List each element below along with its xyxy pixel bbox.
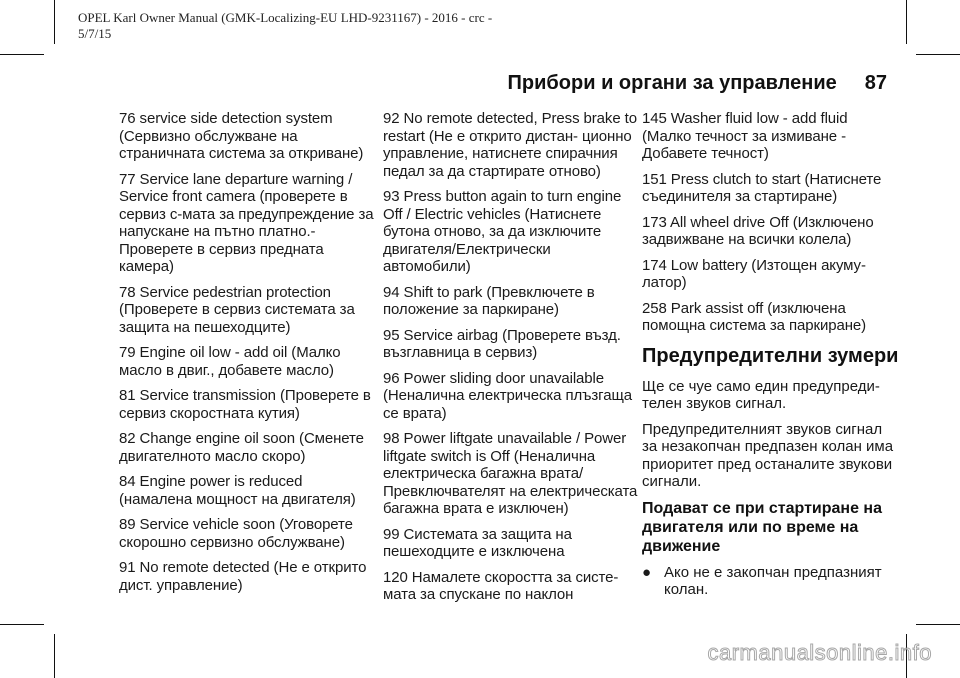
message-entry: 120 Намалете скоростта за систе- мата за спускане по наклон — [383, 568, 619, 603]
message-entry: 151 Press clutch to start (Натиснете съединителя за стартиране) — [642, 170, 882, 205]
message-entry: 77 Service lane departure warning / Service front camera (проверете в сервиз с-мата за предупреждение за напускане на пътно платно.- Проверете в сервиз предната камера) — [119, 170, 374, 275]
crop-mark — [0, 54, 44, 55]
message-entry: 93 Press button again to turn engine Off / Electric vehicles (Натиснете бутона отново, за да изключите двигателя/Електрически автомобили) — [383, 188, 622, 275]
message-entry: 95 Service airbag (Проверете възд. възглавница в сервиз) — [383, 326, 621, 361]
section-heading: Предупредителни зумери — [642, 344, 899, 367]
chapter-title: Прибори и органи за управление — [507, 72, 837, 94]
page-number: 87 — [864, 72, 887, 94]
message-entry: 96 Power sliding door unavailable (Неналична електрическа плъзгаща се врата) — [383, 369, 632, 422]
bullet-text: Ако не е закопчан предпазният колан. — [664, 563, 882, 598]
message-entry: 173 All wheel drive Off (Изключено задвижване на всички колела) — [642, 213, 874, 248]
bullet-item — [642, 564, 900, 599]
message-entry: 82 Change engine oil soon (Сменете двигателното масло скоро) — [119, 430, 364, 465]
body-paragraph: Ще се чуе само един предупреди- телен звуков сигнал. — [642, 377, 880, 412]
message-entry: 258 Park assist off (изключена помощна система за паркиране) — [642, 299, 867, 334]
watermark: carmanualsonline.info — [707, 640, 932, 665]
crop-mark — [54, 0, 55, 44]
message-entry: 78 Service pedestrian protection (Проверете в сервиз системата за защита на пешеходците) — [119, 283, 355, 336]
message-entry: 98 Power liftgate unavailable / Power liftgate switch is Off (Неналична електрическа багажна врата/Превключвателят на електрическата багажна врата е изключен) — [383, 430, 638, 517]
message-entry: 92 No remote detected, Press brake to restart (Не е открито дистан- ционно управление, натиснете спирачния педал за да стартирате отново) — [383, 110, 637, 180]
column-1 — [119, 110, 377, 602]
message-entry: 89 Service vehicle soon (Уговорете скорошно сервизно обслужване) — [119, 516, 353, 551]
crop-mark — [916, 624, 960, 625]
message-entry: 84 Engine power is reduced (намалена мощност на двигателя) — [119, 473, 356, 508]
column-2 — [383, 110, 641, 612]
crop-mark — [0, 624, 44, 625]
body-paragraph: Предупредителният звуков сигнал за незакопчан предпазен колан има приоритет пред останалите звукови сигнали. — [642, 420, 894, 490]
running-head — [327, 71, 887, 95]
message-entry: 91 No remote detected (Не е открито дист. управление) — [119, 559, 367, 594]
message-entry: 76 service side detection system (Сервизно обслужване на страничната система за откриване) — [119, 110, 364, 162]
message-entry: 81 Service transmission (Проверете в сервиз скоростната кутия) — [119, 387, 371, 422]
document-header: OPEL Karl Owner Manual (GMK-Localizing-EU LHD-9231167) - 2016 - crc - 5/7/15 — [78, 10, 493, 41]
message-entry: 145 Washer fluid low - add fluid (Малко течност за измиване - Добавете течност) — [642, 110, 848, 162]
message-entry: 174 Low battery (Изтощен акуму- латор) — [642, 256, 866, 291]
message-entry: 99 Системата за защита на пешеходците е изключена — [383, 525, 572, 560]
column-3 — [642, 110, 900, 599]
crop-mark — [54, 634, 55, 678]
crop-mark — [906, 0, 907, 44]
subsection-heading: Подават се при стартиране на двигателя или по време на движение — [642, 499, 882, 555]
message-entry: 79 Engine oil low - add oil (Малко масло в двиг., добавете масло) — [119, 344, 341, 379]
message-entry: 94 Shift to park (Превключете в положение за паркиране) — [383, 283, 595, 318]
bullet-icon: ● — [642, 563, 652, 581]
crop-mark — [916, 54, 960, 55]
